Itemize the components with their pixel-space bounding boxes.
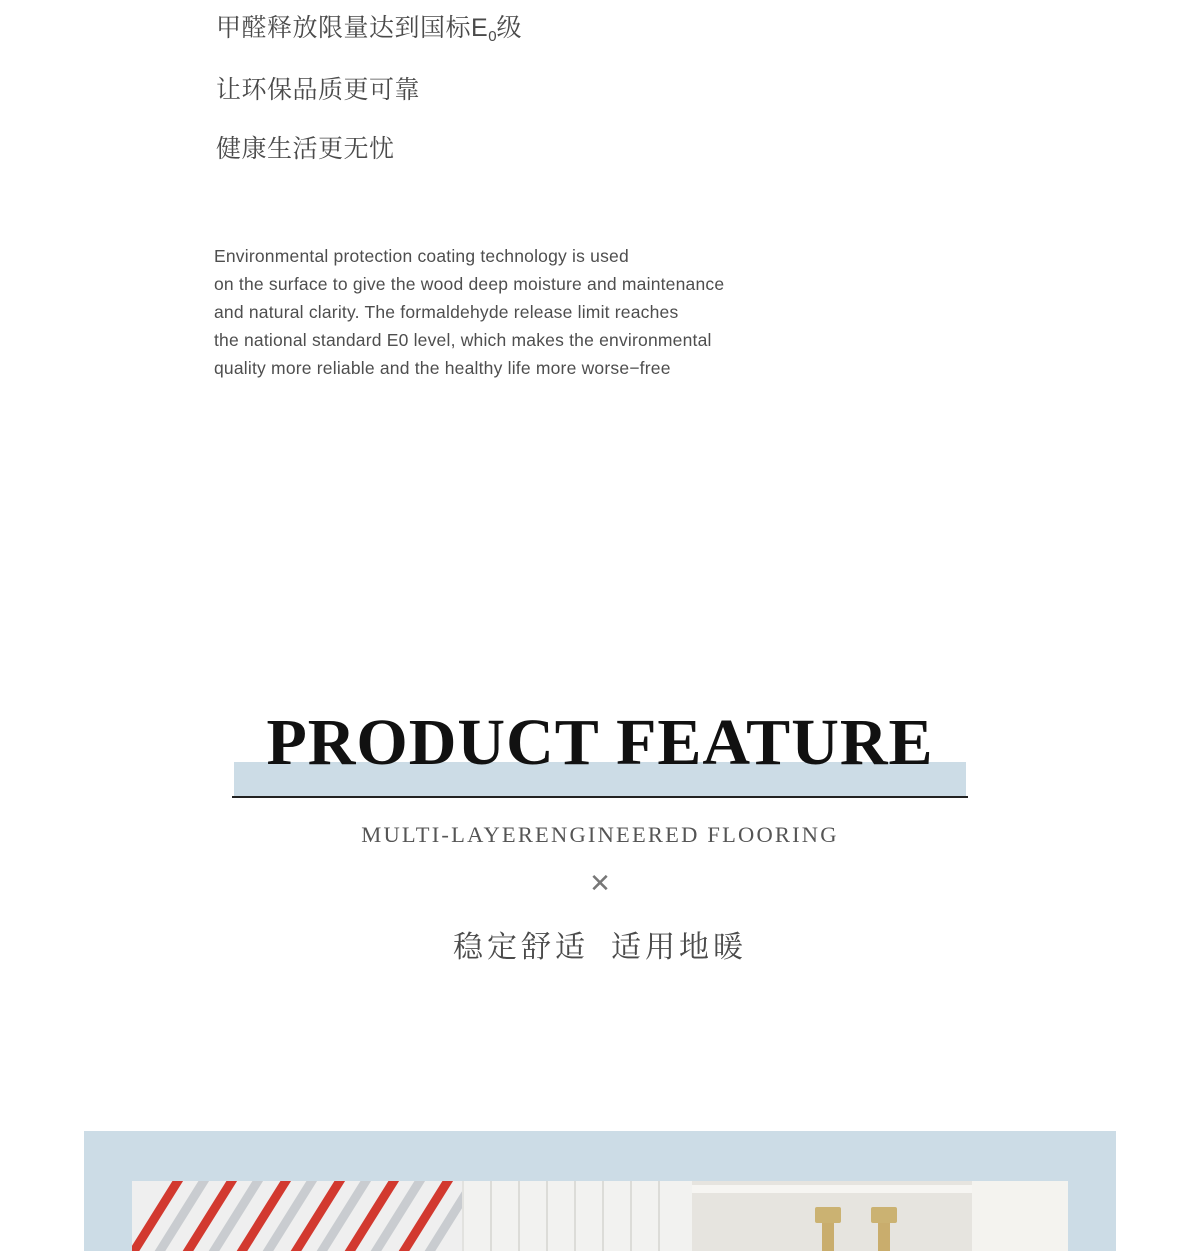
product-feature-title-wrap [260, 700, 939, 786]
wall-with-pipes [692, 1181, 1068, 1251]
chinese-heading-group [216, 16, 1076, 196]
english-description-line-3: and natural clarity. The formaldehyde release limit reaches [214, 302, 679, 322]
english-description-line-2: on the surface to give the wood deep moisture and maintenance [214, 274, 725, 294]
chinese-heading-1 [216, 16, 1076, 44]
chinese-heading-3: 健康生活更无忧 [216, 135, 395, 163]
english-description-line-4: the national standard E0 level, which makes the environmental [214, 330, 712, 350]
photo-backdrop-panel [84, 1131, 1116, 1251]
radiator-stripes [132, 1181, 462, 1251]
cross-icon: ✕ [589, 868, 611, 898]
page-title: PRODUCT FEATURE [266, 706, 934, 779]
product-feature-section [0, 700, 1200, 966]
english-description [214, 242, 1114, 382]
product-feature-subtitle: MULTI-LAYERENGINEERED FLOORING [361, 822, 839, 847]
title-divider-rule [232, 796, 968, 798]
chinese-tagline-left: 稳定舒适 [453, 931, 589, 964]
wall-panel [972, 1181, 1068, 1251]
english-description-line-5: quality more reliable and the healthy life more worse−free [214, 358, 671, 378]
chinese-tagline-right: 适用地暖 [611, 931, 747, 964]
chinese-heading-1-subscript: 0 [488, 28, 497, 45]
english-description-line-1: Environmental protection coating technology is used [214, 246, 629, 266]
chinese-heading-1-suffix: 级 [496, 14, 523, 42]
radiator-photo [132, 1181, 1068, 1251]
chinese-heading-2: 让环保品质更可靠 [216, 76, 421, 104]
radiator-body [462, 1181, 694, 1251]
chinese-tagline [0, 922, 1200, 966]
chinese-heading-1-text: 甲醛释放限量达到国标E [216, 14, 489, 42]
radiator-photo-content [132, 1181, 1068, 1251]
